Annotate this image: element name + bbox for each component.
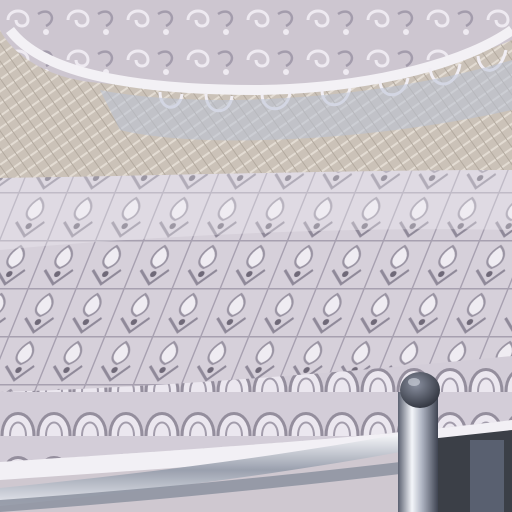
post-cap-knob <box>400 372 440 408</box>
knob-highlight <box>408 378 420 386</box>
background-object <box>470 440 504 512</box>
chrome-post <box>398 392 438 512</box>
